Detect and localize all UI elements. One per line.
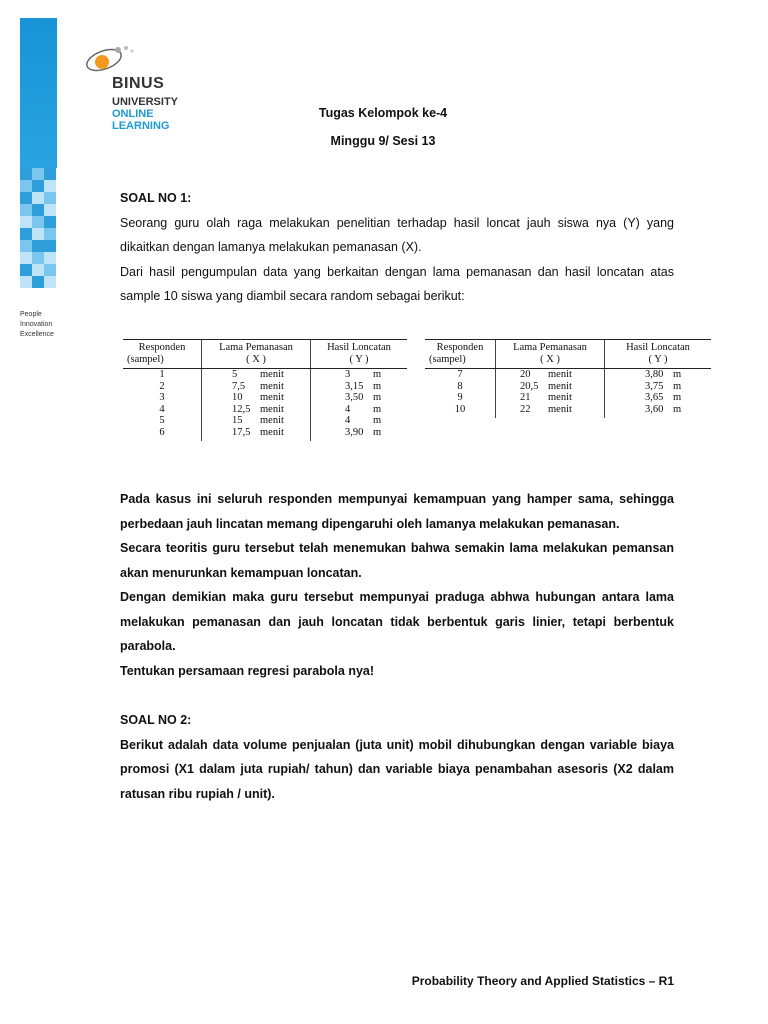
motto-line: Innovation (20, 321, 53, 328)
table-row: 6 17,5 menit 3,90 m (123, 427, 407, 442)
paragraph: Seorang guru olah raga melakukan penelitian terhadap hasil loncat jauh siswa nya (Y) yang dikaitkan dengan lamanya melakukan pemanasan (X). (120, 215, 674, 254)
binus-logo (82, 40, 212, 135)
paragraph: Berikut adalah data volume penjualan (juta unit) mobil dihubungkan dengan variable biaya promosi (X1 dalam juta rupiah/ tahun) dan variable biaya penambahan asesoris (X2 dalam ratusan ribu rupiah / unit). (120, 737, 674, 801)
logo-emblem-icon (82, 40, 142, 80)
paragraph: Dari hasil pengumpulan data yang berkaitan dengan lama pemanasan dan hasil loncatan atas sample 10 siswa yang diambil secara random sebagai berikut: (120, 264, 674, 303)
soal1-heading: SOAL NO 1: (120, 191, 192, 205)
column-header-y: Hasil Loncatan ( Y ) (311, 340, 408, 369)
column-header-responden: Responden (sampel) (123, 340, 202, 369)
paragraph: Dengan demikian maka guru tersebut mempunyai praduga abhwa hubungan antara lama melakukan pemanasan dan jauh loncatan tidak berbentuk garis linier, tetapi berbentuk parabola. (120, 590, 674, 653)
table-row: 4 12,5 menit 4 m (123, 404, 407, 416)
logo-word: LEARNING (112, 120, 170, 132)
paragraph: Tentukan persamaan regresi parabola nya! (120, 663, 375, 678)
paragraph: Secara teoritis guru tersebut telah menemukan bahwa semakin lama melakukan pemansan akan menurunkan kemampuan loncatan. (120, 541, 674, 580)
table-row: 9 21 menit 3,65 m (425, 392, 711, 404)
page-footer: Probability Theory and Applied Statistics – R1 (411, 974, 674, 988)
logo-word: ONLINE (112, 108, 154, 120)
motto-line: People (20, 311, 42, 318)
column-header-responden: Responden (sampel) (425, 340, 496, 369)
soal2-section (120, 708, 674, 806)
table-row: 10 22 menit 3,60 m (425, 404, 711, 419)
column-header-y: Hasil Loncatan ( Y ) (605, 340, 712, 369)
table-row: 1 5 menit 3 m (123, 369, 407, 381)
logo-word: UNIVERSITY (112, 96, 179, 108)
soal1-section (120, 186, 674, 309)
data-table-left (123, 339, 407, 441)
logo-word: BINUS (112, 75, 165, 92)
paragraph: Pada kasus ini seluruh responden mempunyai kemampuan yang hamper sama, sehingga perbedaan jauh lincatan memang dipengaruhi oleh lamanya melakukan pemanasan. (120, 492, 674, 531)
data-table-right (425, 339, 711, 418)
motto (20, 310, 54, 340)
table-row: 2 7,5 menit 3,15 m (123, 381, 407, 393)
table-row: 3 10 menit 3,50 m (123, 392, 407, 404)
document-title: Tugas Kelompok ke-4 (318, 106, 448, 120)
table-row: 8 20,5 menit 3,75 m (425, 381, 711, 393)
column-header-x: Lama Pemanasan ( X ) (202, 340, 311, 369)
table-row: 7 20 menit 3,80 m (425, 369, 711, 381)
decorative-stripe (20, 18, 57, 293)
table-row: 5 15 menit 4 m (123, 415, 407, 427)
motto-line: Excellence (20, 331, 54, 338)
column-header-x: Lama Pemanasan ( X ) (496, 340, 605, 369)
document-subtitle: Minggu 9/ Sesi 13 (330, 134, 436, 148)
soal1-continued (120, 487, 674, 683)
soal2-heading: SOAL NO 2: (120, 713, 192, 727)
